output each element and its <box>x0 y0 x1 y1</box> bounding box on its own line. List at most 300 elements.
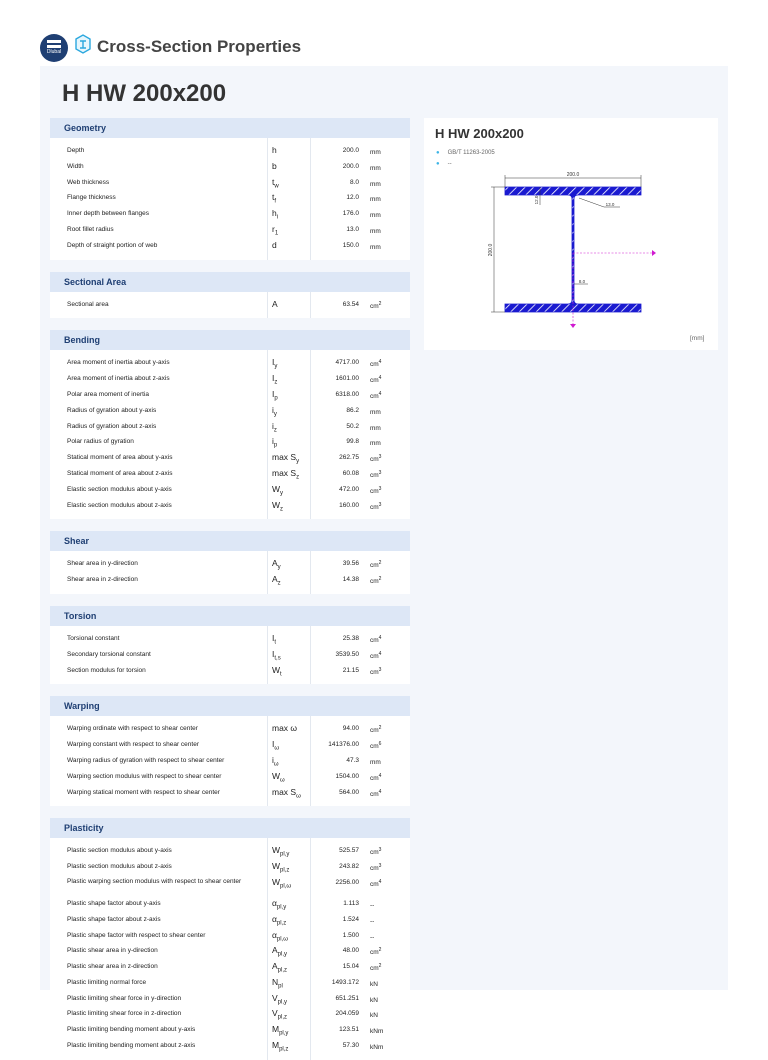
symbol-base: max S <box>272 786 297 797</box>
property-value: 1601.00 <box>335 375 359 383</box>
table-row <box>50 843 410 859</box>
table-row <box>50 206 410 222</box>
unit-base: mm <box>370 440 381 448</box>
property-description: Web thickness <box>67 178 110 186</box>
unit-base: cm <box>370 393 379 401</box>
unit-exponent: 4 <box>378 375 382 382</box>
symbol-subscript: p <box>274 395 278 402</box>
section-figure-card <box>424 118 718 350</box>
symbol-subscript: y <box>296 458 300 465</box>
property-description: Plastic limiting normal force <box>67 978 147 986</box>
unit-base: mm <box>370 180 381 188</box>
table-row <box>50 498 410 514</box>
property-value: 50.2 <box>346 422 359 430</box>
property-description: Warping ordinate with respect to shear center <box>67 725 198 733</box>
figure-title: H HW 200x200 <box>435 126 524 141</box>
property-description: Shear area in z-direction <box>67 576 138 584</box>
unit-base: kNm <box>370 1044 384 1052</box>
cross-section-app-icon <box>74 34 92 54</box>
property-value: 8.0 <box>349 178 359 186</box>
symbol-subscript: z <box>273 427 277 434</box>
unit-base: cm <box>370 790 379 798</box>
property-value: 12.0 <box>346 194 359 202</box>
unit-base: cm <box>370 743 379 751</box>
unit-exponent: 4 <box>378 788 382 795</box>
unit-exponent: 3 <box>378 454 382 461</box>
symbol-base: I <box>272 739 275 750</box>
table-row <box>50 1038 410 1054</box>
unit-exponent: 2 <box>378 725 382 732</box>
unit-exponent: 3 <box>378 469 382 476</box>
symbol-base: M <box>272 1040 280 1051</box>
property-description: Plastic limiting bending moment about z-axis <box>67 1042 196 1050</box>
table-row <box>50 572 410 588</box>
symbol-base: h <box>272 145 277 155</box>
unit-base: mm <box>370 759 381 767</box>
symbol-base: W <box>272 664 281 675</box>
symbol-subscript: z <box>274 379 278 386</box>
symbol-subscript: pl,ω <box>276 936 288 943</box>
property-value: 63.54 <box>342 300 359 308</box>
symbol-base: I <box>272 648 275 659</box>
section-body-sectional-area <box>50 292 410 319</box>
section-gap <box>50 519 410 531</box>
unit-base: mm <box>370 212 381 220</box>
table-row <box>50 721 410 737</box>
section-header-sectional-area: Sectional Area <box>50 272 410 292</box>
property-value: 86.2 <box>346 406 359 414</box>
table-row <box>50 159 410 175</box>
symbol-base: r <box>272 223 275 234</box>
unit-base: mm <box>370 196 381 204</box>
symbol-base: I <box>272 373 275 384</box>
table-row <box>50 975 410 991</box>
symbol-base: W <box>272 499 281 510</box>
symbol-subscript: t <box>274 639 277 646</box>
unit-base: mm <box>370 243 381 251</box>
table-row <box>50 647 410 663</box>
property-value: 1.500 <box>342 931 359 939</box>
property-value: 262.75 <box>339 454 359 462</box>
unit-base: cm <box>370 562 379 570</box>
property-value: 94.00 <box>342 725 359 733</box>
section-body-geometry <box>50 138 410 260</box>
symbol-base: max ω <box>272 723 298 734</box>
symbol-subscript: y <box>273 411 277 418</box>
table-row <box>50 450 410 466</box>
unit-exponent: 4 <box>378 634 382 641</box>
property-value: 3539.50 <box>335 650 359 658</box>
unit-base: cm <box>370 637 379 645</box>
property-value: 123.51 <box>339 1026 359 1034</box>
table-row <box>50 466 410 482</box>
property-value: 13.0 <box>346 225 359 233</box>
symbol-subscript: ω <box>296 793 301 800</box>
table-row <box>50 297 410 313</box>
table-row <box>50 785 410 801</box>
table-row <box>50 434 410 450</box>
unit-exponent: 2 <box>378 560 382 567</box>
table-row <box>50 1006 410 1022</box>
unit-base: cm <box>370 361 379 369</box>
property-description: Warping section modulus with respect to shear center <box>67 772 222 780</box>
unit-base: kN <box>370 996 378 1004</box>
table-row <box>50 631 410 647</box>
property-description: Plastic shape factor about z-axis <box>67 915 161 923</box>
section-header-geometry: Geometry <box>50 118 410 138</box>
property-unit <box>370 238 381 256</box>
table-row <box>50 403 410 419</box>
section-header-plasticity: Plasticity <box>50 818 410 838</box>
symbol-base: d <box>272 239 277 250</box>
table-row <box>50 419 410 435</box>
property-description: Plastic shear area in y-direction <box>67 947 158 955</box>
table-row <box>50 928 410 944</box>
table-row <box>50 769 410 785</box>
property-unit <box>370 785 381 803</box>
property-description: Root fillet radius <box>67 225 114 233</box>
symbol-subscript: ω <box>280 777 285 784</box>
property-value: 200.0 <box>342 147 359 154</box>
property-value: 160.00 <box>339 501 359 509</box>
unit-base: -- <box>370 917 375 925</box>
property-description: Sectional area <box>67 300 109 308</box>
unit-exponent: 2 <box>378 963 382 970</box>
unit-base: cm <box>370 503 379 511</box>
property-value: 99.8 <box>346 438 359 446</box>
property-value: 525.57 <box>339 847 359 855</box>
unit-base: cm <box>370 377 379 385</box>
property-description: Depth <box>67 147 85 154</box>
table-row <box>50 753 410 769</box>
symbol-subscript: z <box>296 474 300 481</box>
symbol-subscript: pl,ω <box>280 883 292 890</box>
property-value: 472.00 <box>339 485 359 493</box>
symbol-base: max S <box>272 452 297 463</box>
table-row <box>50 875 410 896</box>
figure-unit-label: [mm] <box>690 335 705 342</box>
table-row <box>50 896 410 912</box>
property-symbol <box>272 785 301 805</box>
section-header-bending: Bending <box>50 330 410 350</box>
property-value: 651.251 <box>335 994 359 1002</box>
unit-base: cm <box>370 668 379 676</box>
table-row <box>50 143 410 159</box>
symbol-subscript: ω <box>273 761 279 768</box>
property-description: Elastic section modulus about y-axis <box>67 485 172 493</box>
property-unit <box>370 663 381 681</box>
symbol-base: α <box>272 929 277 940</box>
section-header-shear: Shear <box>50 531 410 551</box>
property-value: 1504.00 <box>335 772 359 780</box>
property-symbol <box>272 238 277 258</box>
section-gap <box>50 318 410 330</box>
property-value: 15.04 <box>342 963 359 971</box>
symbol-subscript: y <box>280 490 284 497</box>
figure-note: ● -- <box>436 159 495 170</box>
symbol-subscript: ω <box>274 745 280 752</box>
section-header-torsion: Torsion <box>50 606 410 626</box>
section-body-bending <box>50 350 410 519</box>
table-row <box>50 556 410 572</box>
property-description: Statical moment of area about y-axis <box>67 454 173 462</box>
property-value: 25.38 <box>342 634 359 642</box>
symbol-base: W <box>272 876 281 887</box>
property-description: Area moment of inertia about y-axis <box>67 359 170 367</box>
unit-exponent: 4 <box>378 359 382 366</box>
unit-exponent: 3 <box>378 863 382 870</box>
unit-base: cm <box>370 487 379 495</box>
symbol-base: α <box>272 897 277 908</box>
symbol-base: A <box>272 574 278 585</box>
table-row <box>50 190 410 206</box>
symbol-base: V <box>272 1008 278 1019</box>
property-value: 204.059 <box>335 1010 359 1018</box>
unit-base: cm <box>370 949 379 957</box>
unit-base: cm <box>370 849 379 857</box>
unit-base: cm <box>370 302 379 310</box>
property-value: 200.0 <box>342 162 359 170</box>
symbol-base: i <box>272 420 274 431</box>
symbol-subscript: pl,y <box>279 1030 289 1037</box>
symbol-subscript: pl,z <box>276 920 287 927</box>
properties-table <box>50 118 410 1060</box>
property-value: 57.30 <box>342 1042 359 1050</box>
unit-exponent: 2 <box>378 576 382 583</box>
property-value: 141376.00 <box>328 741 359 749</box>
property-value: 176.0 <box>342 210 359 218</box>
symbol-subscript: pl,y <box>276 904 287 911</box>
symbol-subscript: y <box>274 364 278 371</box>
property-description: Plastic section modulus about y-axis <box>67 847 172 855</box>
property-description: Warping radius of gyration with respect to shear center <box>67 756 225 764</box>
symbol-base: W <box>272 845 281 856</box>
property-value: 39.56 <box>342 560 359 568</box>
unit-base: kN <box>370 1012 378 1020</box>
unit-base: cm <box>370 774 379 782</box>
symbol-base: A <box>272 945 278 956</box>
property-description: Shear area in y-direction <box>67 560 138 568</box>
property-description: Elastic section modulus about z-axis <box>67 501 172 509</box>
table-row <box>50 482 410 498</box>
property-unit <box>370 875 381 893</box>
section-gap <box>50 684 410 696</box>
web-thickness-label: 8.0 <box>578 279 586 284</box>
unit-base: kN <box>370 981 378 989</box>
property-description: Plastic shear area in z-direction <box>67 963 158 971</box>
property-value: 4717.00 <box>335 359 359 367</box>
symbol-base: W <box>272 861 281 872</box>
unit-base: cm <box>370 456 379 464</box>
section-gap <box>50 594 410 606</box>
table-row <box>50 737 410 753</box>
table-row <box>50 238 410 254</box>
property-unit <box>370 572 381 590</box>
unit-base: mm <box>370 424 381 432</box>
symbol-base: N <box>272 976 279 987</box>
symbol-base: i <box>272 436 274 447</box>
unit-exponent: 3 <box>378 666 382 673</box>
logo-text: Dlubal <box>46 49 62 55</box>
symbol-subscript: y <box>277 565 281 572</box>
unit-exponent: 4 <box>378 390 382 397</box>
symbol-base: I <box>272 632 275 643</box>
symbol-subscript: t <box>280 671 282 678</box>
section-body-shear <box>50 551 410 594</box>
property-value: 60.08 <box>342 469 359 477</box>
symbol-base: I <box>272 388 275 399</box>
property-description: Width <box>67 162 84 170</box>
unit-exponent: 2 <box>378 947 382 954</box>
symbol-base: A <box>272 558 278 569</box>
section-body-warping <box>50 716 410 806</box>
section-body-torsion <box>50 626 410 684</box>
unit-exponent: 4 <box>378 878 382 885</box>
unit-exponent: 3 <box>378 485 382 492</box>
property-symbol <box>272 498 283 518</box>
symbol-base: A <box>272 298 278 309</box>
property-description: Torsional constant <box>67 634 120 642</box>
dlubal-logo <box>40 34 68 62</box>
unit-base: cm <box>370 652 379 660</box>
table-row <box>50 175 410 191</box>
property-description: Plastic shape factor about y-axis <box>67 899 161 907</box>
height-dim-label: 200.0 <box>488 243 494 257</box>
symbol-subscript: pl,y <box>280 852 290 858</box>
symbol-subscript: 1 <box>274 230 279 237</box>
symbol-subscript: z <box>277 580 281 587</box>
symbol-base: V <box>272 992 278 1003</box>
property-description: Plastic warping section modulus with respect to shear center <box>67 877 242 885</box>
property-description: Radius of gyration about z-axis <box>67 422 157 430</box>
table-row <box>50 222 410 238</box>
unit-exponent: 4 <box>378 772 382 779</box>
property-symbol <box>272 297 278 317</box>
unit-base: cm <box>370 865 379 873</box>
app-title: Cross-Section Properties <box>97 37 302 56</box>
symbol-subscript: p <box>273 443 278 450</box>
symbol-base: α <box>272 913 277 924</box>
unit-exponent: 3 <box>378 501 382 508</box>
symbol-base: W <box>272 770 281 781</box>
property-description: Warping constant with respect to shear center <box>67 741 199 749</box>
property-description: Inner depth between flanges <box>67 210 150 218</box>
unit-base: mm <box>370 228 381 236</box>
table-row <box>50 912 410 928</box>
property-description: Radius of gyration about y-axis <box>67 406 157 414</box>
section-gap <box>50 260 410 272</box>
unit-base: kNm <box>370 1028 384 1036</box>
property-value: 47.3 <box>346 756 359 764</box>
unit-base: cm <box>370 578 379 586</box>
property-description: Polar radius of gyration <box>67 438 134 446</box>
symbol-base: I <box>272 357 275 368</box>
property-value: 150.0 <box>342 241 359 249</box>
figure-standard: ● GB/T 11263-2005 <box>436 148 495 159</box>
symbol-subscript: pl,z <box>280 867 290 874</box>
table-row <box>50 1022 410 1038</box>
property-value: 564.00 <box>339 788 359 796</box>
z-axis-arrow-icon <box>570 324 576 328</box>
symbol-subscript: pl,y <box>277 999 288 1006</box>
symbol-subscript: pl,z <box>277 967 288 974</box>
fillet-radius-label: 13.0 <box>605 202 615 207</box>
symbol-subscript: pl,y <box>277 951 288 958</box>
table-row <box>50 371 410 387</box>
symbol-subscript: pl,z <box>277 1015 288 1022</box>
property-value: 21.15 <box>342 666 359 674</box>
unit-base: mm <box>370 408 381 416</box>
property-value: 2256.00 <box>335 878 359 886</box>
property-symbol <box>272 663 282 683</box>
symbol-subscript: pl,z <box>279 1046 289 1053</box>
unit-exponent: 3 <box>378 847 382 854</box>
i-section-drawing <box>424 118 718 350</box>
property-symbol <box>272 1038 288 1058</box>
table-row <box>50 387 410 403</box>
property-description: Section modulus for torsion <box>67 666 146 674</box>
unit-base: cm <box>370 881 379 889</box>
flange-thickness-label: 12.0 <box>534 195 539 205</box>
width-dim-label: 200.0 <box>566 172 580 178</box>
unit-base: mm <box>370 164 381 172</box>
property-description: Polar area moment of inertia <box>67 390 150 398</box>
symbol-base: t <box>272 192 275 203</box>
table-row <box>50 943 410 959</box>
unit-base: cm <box>370 965 379 973</box>
property-symbol <box>272 572 281 592</box>
symbol-subscript: pl <box>278 983 283 990</box>
unit-base: cm <box>370 727 379 735</box>
unit-exponent: 6 <box>378 741 382 748</box>
property-description: Plastic limiting shear force in y-direction <box>67 994 182 1002</box>
property-description: Secondary torsional constant <box>67 650 151 658</box>
unit-base: mm <box>370 149 381 157</box>
property-value: 1.524 <box>342 915 359 923</box>
property-symbol <box>272 875 291 895</box>
property-value: 243.82 <box>339 863 359 871</box>
property-description: Warping statical moment with respect to shear center <box>67 788 220 796</box>
table-row <box>50 959 410 975</box>
table-row <box>50 663 410 679</box>
table-row <box>50 991 410 1007</box>
property-description: Plastic shape factor with respect to shear center <box>67 931 206 939</box>
property-value: 6318.00 <box>335 390 359 398</box>
symbol-base: M <box>272 1024 280 1035</box>
symbol-subscript: w <box>274 183 279 190</box>
unit-exponent: 2 <box>378 300 382 307</box>
property-description: Statical moment of area about z-axis <box>67 469 173 477</box>
symbol-base: i <box>272 754 274 765</box>
property-description: Plastic section modulus about z-axis <box>67 863 172 871</box>
symbol-subscript: t,s <box>274 655 281 662</box>
property-value: 1493.172 <box>331 978 359 986</box>
symbol-base: max S <box>272 467 297 478</box>
symbol-base: W <box>272 483 281 494</box>
table-row <box>50 355 410 371</box>
symbol-base: A <box>272 961 278 972</box>
top-bar <box>0 0 768 66</box>
section-body-plasticity <box>50 838 410 1060</box>
property-description: Depth of straight portion of web <box>67 241 158 249</box>
section-header-warping: Warping <box>50 696 410 716</box>
property-unit <box>370 498 381 516</box>
property-value: 48.00 <box>342 947 359 955</box>
property-description: Area moment of inertia about z-axis <box>67 375 170 383</box>
symbol-base: i <box>272 404 274 415</box>
property-value: 14.38 <box>342 576 359 584</box>
section-gap <box>50 806 410 818</box>
